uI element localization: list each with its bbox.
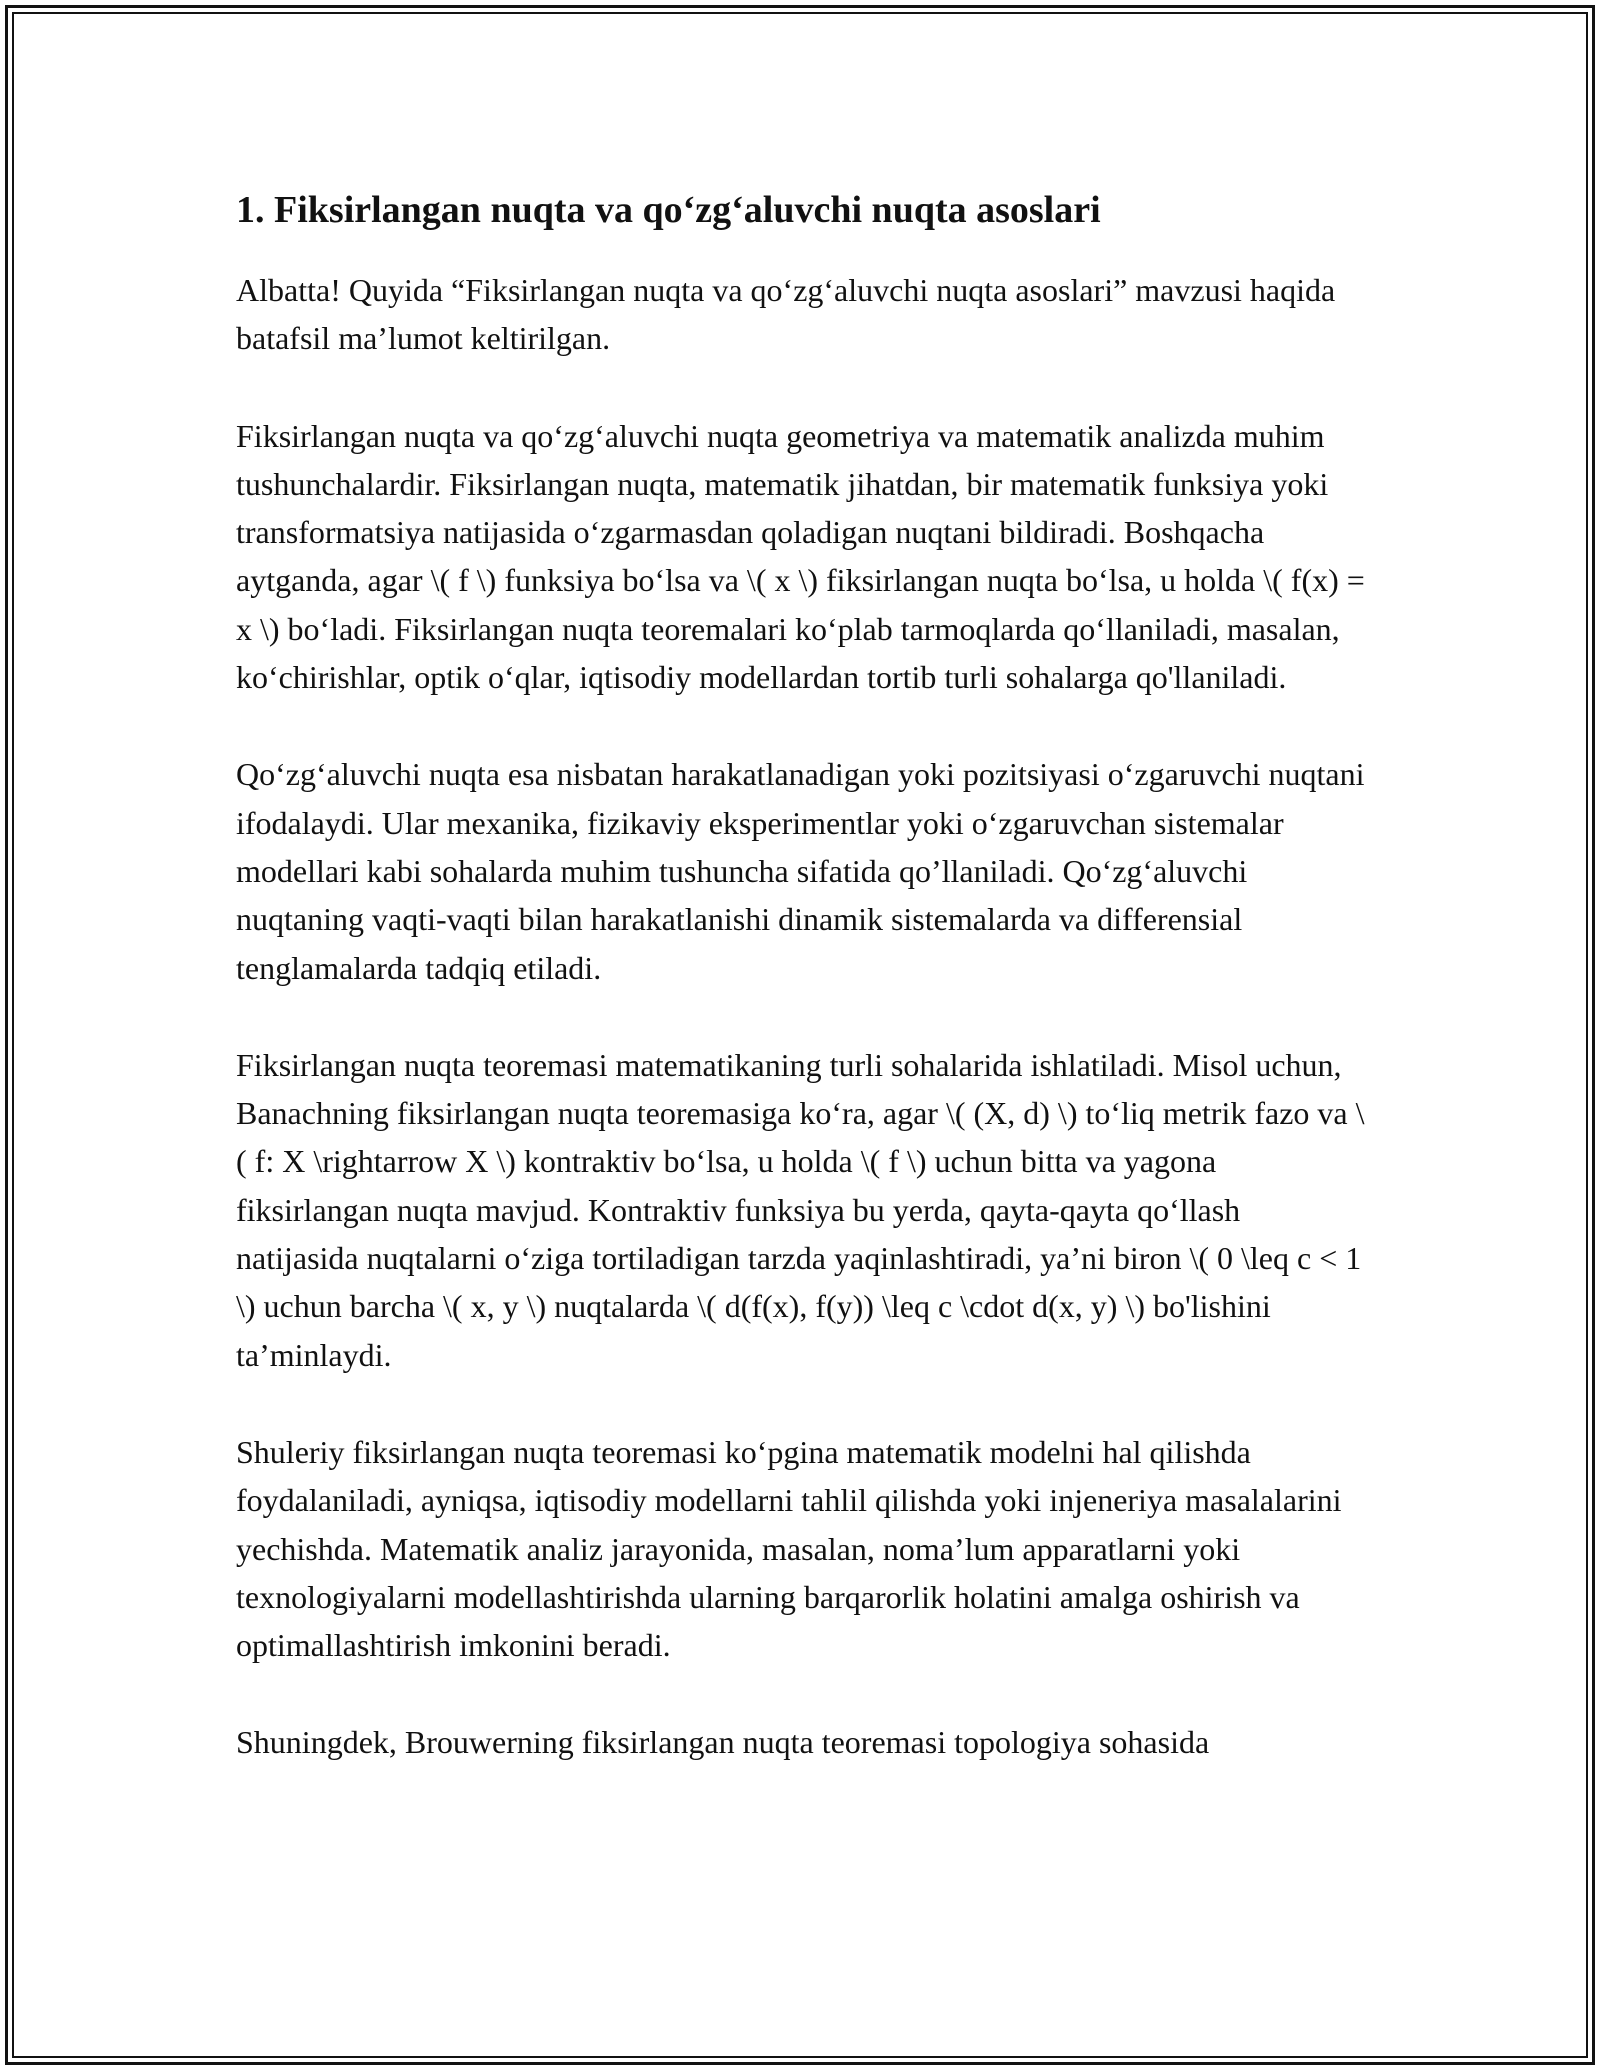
paragraph-schauder-theorem: Shuleriy fiksirlangan nuqta teoremasi ko‘pgina matematik modelni hal qilishda foydalaniladi, ayniqsa, iqtisodiy modellarni tahlil qilishda yoki injeneriya masalalarini yechishda. Matematik analiz jarayonida, masalan, noma’lum apparatlarni yoki texnologiyalarni modellashtirishda ularning barqarorlik holatini amalga oshirish va optimallashtirish imkonini beradi. bbox=[236, 1433, 1342, 1664]
paragraph-banach-theorem: Fiksirlangan nuqta teoremasi matematikaning turli sohalarida ishlatiladi. Misol uchun, Banachning fiksirlangan nuqta teoremasiga ko‘ra, agar \( (X, d) \) to‘liq metrik fazo va \( f: X \rightarrow X \) kontraktiv bo‘lsa, u holda \( f \) uchun bitta va yagona fiksirlangan nuqta mavjud. Kontraktiv funksiya bu yerda, qayta-qayta qo‘llash natijasida nuqtalarni o‘ziga tortiladigan tarzda yaqinlashtiradi, ya’ni biron \( 0 \leq c < 1 \) uchun barcha \( x, y \) nuqtalarda \( d(f(x), f(y)) \leq c \cdot d(x, y) \) bo'lishini ta’minlaydi. bbox=[236, 1046, 1365, 1373]
paragraph-intro: Albatta! Quyida “Fiksirlangan nuqta va qo‘zg‘aluvchi nuqta asoslari” mavzusi haqida batafsil ma’lumot keltirilgan. bbox=[236, 272, 1336, 357]
paragraph-brouwer-theorem: Shuningdek, Brouwerning fiksirlangan nuqta teoremasi topologiya sohasida bbox=[236, 1724, 1210, 1761]
paragraph-fixed-point-definition: Fiksirlangan nuqta va qo‘zg‘aluvchi nuqta geometriya va matematik analizda muhim tushunchalardir. Fiksirlangan nuqta, matematik jihatdan, bir matematik funksiya yoki transformatsiya natijasida o‘zgarmasdan qoladigan nuqtani bildiradi. Boshqacha aytganda, agar \( f \) funksiya bo‘lsa va \( x \) fiksirlangan nuqta bo‘lsa, u holda \( f(x) = x \) bo‘ladi. Fiksirlangan nuqta teoremalari ko‘plab tarmoqlarda qo‘llaniladi, masalan, ko‘chirishlar, optik o‘qlar, iqtisodiy modellardan tortib turli sohalarga qo'llaniladi. bbox=[236, 417, 1365, 696]
document-body bbox=[236, 186, 1366, 1816]
paragraph-moving-point: Qo‘zg‘aluvchi nuqta esa nisbatan harakatlanadigan yoki pozitsiyasi o‘zgaruvchi nuqtani ifodalaydi. Ular mexanika, fizikaviy eksperimentlar yoki o‘zgaruvchan sistemalar modellari kabi sohalarda muhim tushuncha sifatida qo’llaniladi. Qo‘zg‘aluvchi nuqtaning vaqti-vaqti bilan harakatlanishi dinamik sistemalarda va differensial tenglamalarda tadqiq etiladi. bbox=[236, 756, 1365, 986]
section-heading: 1. Fiksirlangan nuqta va qo‘zg‘aluvchi nuqta asoslari bbox=[236, 189, 1101, 231]
